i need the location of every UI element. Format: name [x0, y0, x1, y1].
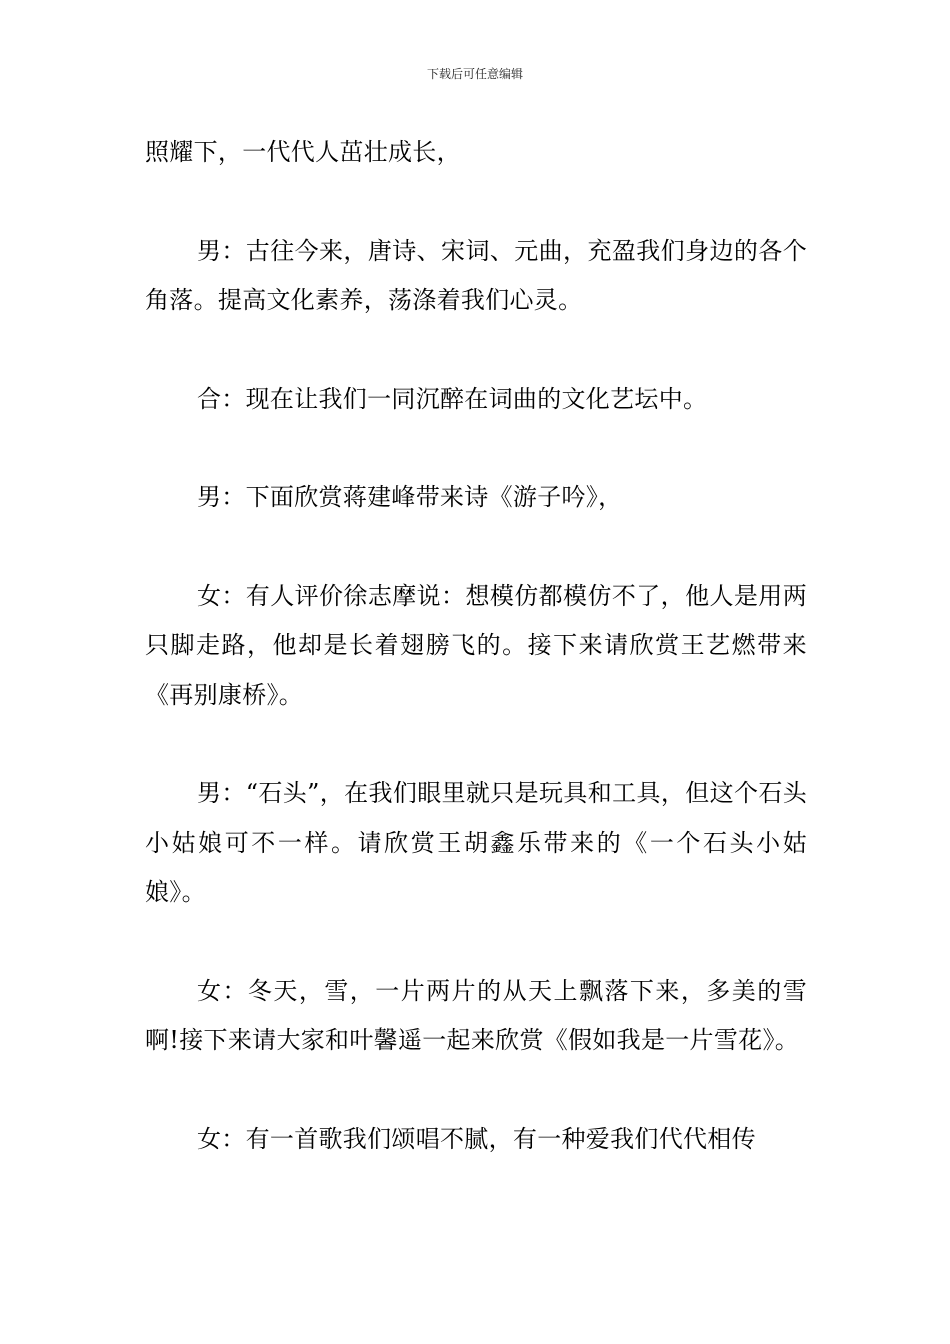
paragraph: 女：有一首歌我们颂唱不腻，有一种爱我们代代相传: [197, 1124, 756, 1153]
document-body: [145, 128, 807, 1213]
paragraph: 照耀下，一代代人茁壮成长，: [145, 138, 461, 166]
paragraph: 男：“石头”，在我们眼里就只是玩具和工具，但这个石头小姑娘可不一样。请欣赏王胡鑫乐带来的《一个石头小姑娘》。: [145, 779, 807, 906]
paragraph: 男：古往今来，唐诗、宋词、元曲，充盈我们身边的各个角落。提高文化素养，荡涤着我们心灵。: [145, 236, 807, 314]
paragraph: 男：下面欣赏蒋建峰带来诗《游子吟》，: [197, 483, 623, 511]
paragraph: 女：有人评价徐志摩说：想模仿都模仿不了，他人是用两只脚走路，他却是长着翅膀飞的。接下来请欣赏王艺燃带来《再别康桥》。: [145, 581, 807, 709]
page-header: 下载后可任意编辑: [426, 67, 523, 81]
paragraph: 女：冬天，雪，一片两片的从天上飘落下来，多美的雪啊!接下来请大家和叶馨遥一起来欣赏《假如我是一片雪花》。: [145, 976, 807, 1054]
paragraph: 合：现在让我们一同沉醉在词曲的文化艺坛中。: [197, 384, 708, 413]
